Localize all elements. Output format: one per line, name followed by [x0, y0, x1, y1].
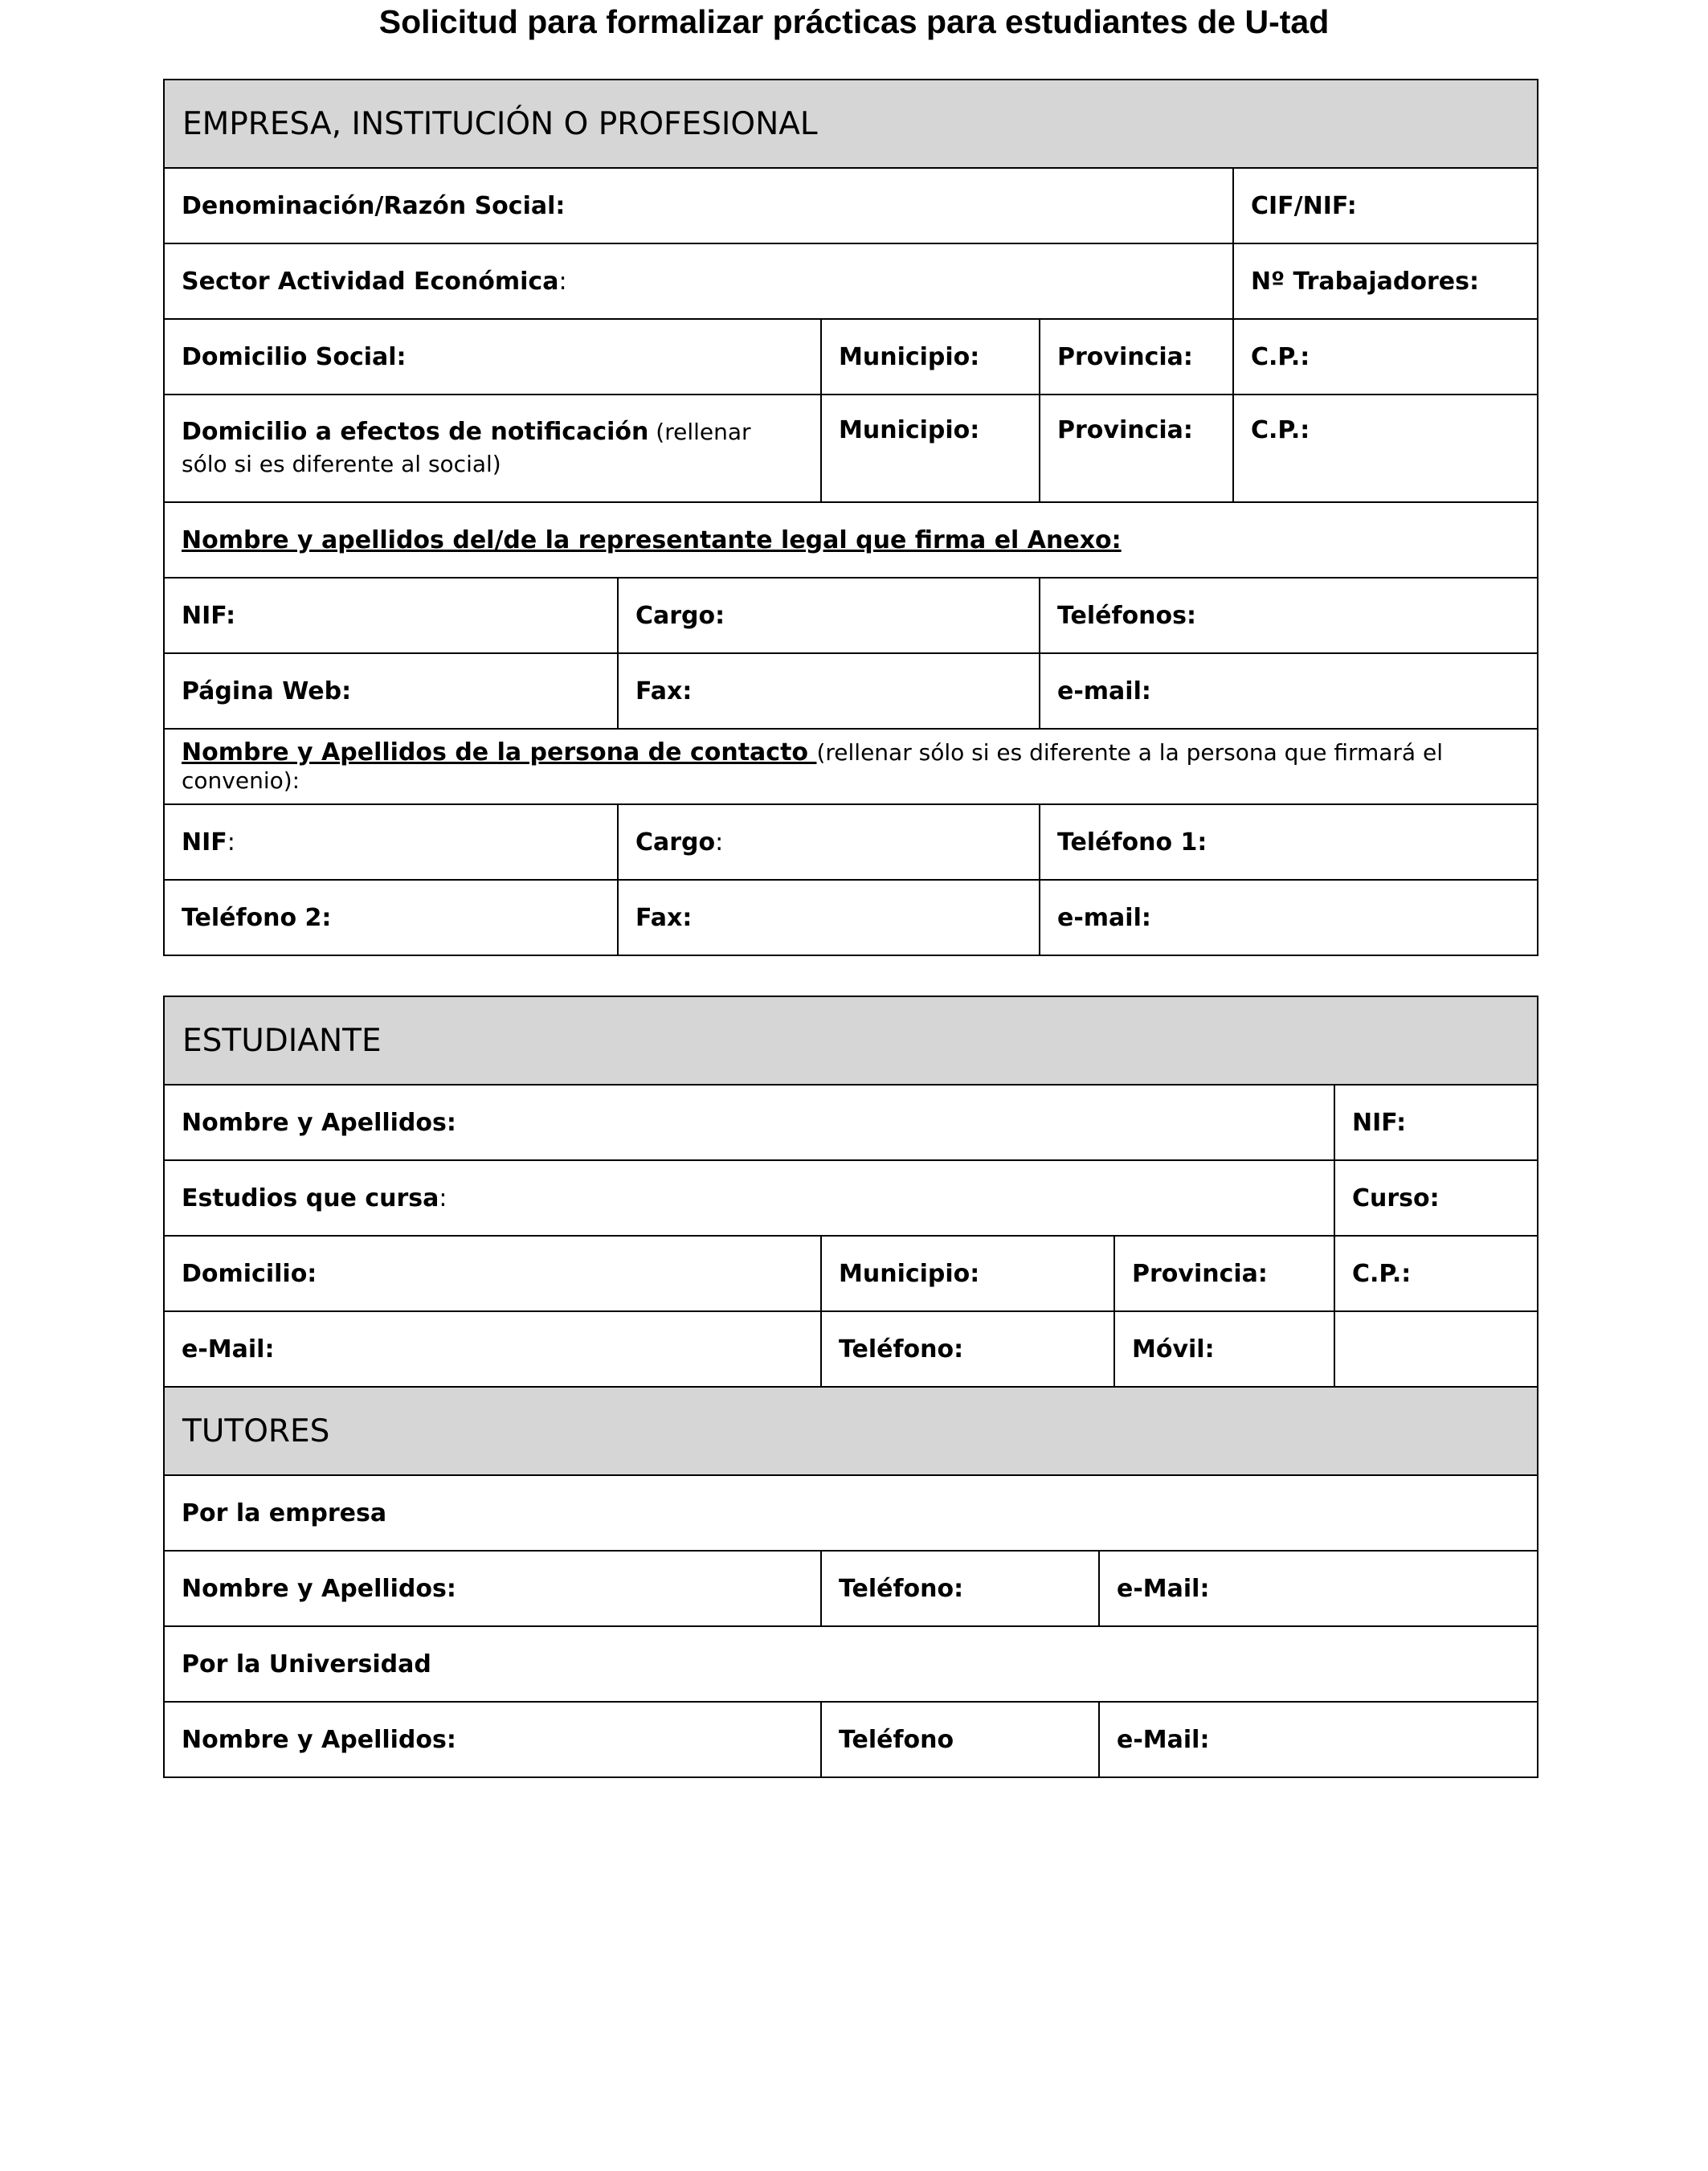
curso-label: Curso:: [1352, 1184, 1440, 1212]
provincia-notif-label: Provincia:: [1057, 416, 1193, 444]
estudiante-nif-label: NIF:: [1352, 1108, 1407, 1137]
tutor-universidad-email-label: e-Mail:: [1117, 1725, 1210, 1754]
domicilio-social-field[interactable]: [164, 319, 821, 395]
tutor-empresa-telefono-label: Teléfono:: [839, 1574, 964, 1603]
section-header-estudiante: ESTUDIANTE: [164, 996, 1538, 1085]
estudiante-provincia-field[interactable]: [1114, 1236, 1334, 1311]
municipio-field[interactable]: [821, 319, 1040, 395]
municipio-label: Municipio:: [839, 342, 980, 371]
tutor-universidad-telefono-label: Teléfono: [839, 1725, 954, 1754]
telefono1-label: Teléfono 1:: [1057, 828, 1207, 857]
tutor-universidad-nombre-field[interactable]: [164, 1702, 821, 1777]
tutor-empresa-row: [164, 1475, 1538, 1551]
municipio-notif-field[interactable]: [821, 395, 1040, 502]
estudios-field[interactable]: [164, 1160, 1334, 1236]
estudiante-empty-field[interactable]: [1334, 1311, 1538, 1387]
representante-label: Nombre y apellidos del/de la representante legal que firma el Anexo:: [182, 525, 1122, 554]
section-header-tutores: TUTORES: [164, 1387, 1538, 1475]
tutor-universidad-row: [164, 1626, 1538, 1702]
estudiante-provincia-label: Provincia:: [1132, 1259, 1268, 1288]
section-header-empresa: EMPRESA, INSTITUCIÓN O PROFESIONAL: [164, 80, 1538, 168]
telefonos-label: Teléfonos:: [1057, 601, 1196, 630]
domicilio-notificacion-note: (rellenar sólo si es diferente al social): [182, 419, 751, 477]
representante-field[interactable]: [164, 502, 1538, 578]
tutor-universidad-label: Por la Universidad: [182, 1650, 431, 1678]
trabajadores-field[interactable]: [1233, 243, 1538, 319]
estudiante-nombre-field[interactable]: [164, 1085, 1334, 1160]
email-field[interactable]: [1040, 653, 1538, 729]
cp-notif-label: C.P.:: [1251, 416, 1310, 444]
empresa-table: [163, 79, 1538, 956]
contacto-email-label: e-mail:: [1057, 903, 1151, 932]
contacto-nif-field[interactable]: [164, 804, 618, 880]
web-label: Página Web:: [182, 677, 352, 705]
estudiante-email-field[interactable]: [164, 1311, 821, 1387]
contacto-nif-colon: :: [227, 828, 235, 857]
estudiante-email-label: e-Mail:: [182, 1335, 275, 1364]
tutor-universidad-nombre-label: Nombre y Apellidos:: [182, 1725, 456, 1754]
tutor-empresa-telefono-field[interactable]: [821, 1551, 1099, 1626]
provincia-label: Provincia:: [1057, 342, 1193, 371]
estudiante-domicilio-label: Domicilio:: [182, 1259, 317, 1288]
estudiante-cp-label: C.P.:: [1352, 1259, 1412, 1288]
curso-field[interactable]: [1334, 1160, 1538, 1236]
estudiante-telefono-field[interactable]: [821, 1311, 1114, 1387]
fax-label: Fax:: [635, 677, 693, 705]
telefono1-field[interactable]: [1040, 804, 1538, 880]
cargo-field[interactable]: [618, 578, 1040, 653]
estudiante-nif-field[interactable]: [1334, 1085, 1538, 1160]
contacto-cargo-label: Cargo: [635, 828, 716, 857]
tutor-empresa-nombre-label: Nombre y Apellidos:: [182, 1574, 456, 1603]
tutor-empresa-email-label: e-Mail:: [1117, 1574, 1210, 1603]
estudiante-movil-label: Móvil:: [1132, 1335, 1215, 1364]
estudiante-movil-field[interactable]: [1114, 1311, 1334, 1387]
contacto-cargo-field[interactable]: [618, 804, 1040, 880]
tutor-empresa-nombre-field[interactable]: [164, 1551, 821, 1626]
sector-colon: :: [558, 267, 567, 296]
cargo-label: Cargo:: [635, 601, 725, 630]
estudiante-cp-field[interactable]: [1334, 1236, 1538, 1311]
contacto-fax-label: Fax:: [635, 903, 693, 932]
domicilio-notificacion-label: Domicilio a efectos de notificación: [182, 418, 649, 446]
provincia-notif-field[interactable]: [1040, 395, 1233, 502]
estudios-colon: :: [439, 1184, 447, 1212]
contacto-cargo-colon: :: [715, 828, 724, 857]
trabajadores-label: Nº Trabajadores:: [1251, 267, 1480, 296]
telefonos-field[interactable]: [1040, 578, 1538, 653]
web-field[interactable]: [164, 653, 618, 729]
sector-label: Sector Actividad Económica: [182, 267, 559, 296]
municipio-notif-label: Municipio:: [839, 416, 980, 444]
tutor-universidad-telefono-field[interactable]: [821, 1702, 1099, 1777]
estudiante-telefono-label: Teléfono:: [839, 1335, 964, 1364]
tutor-empresa-label: Por la empresa: [182, 1498, 387, 1527]
estudiante-table: [163, 996, 1538, 1778]
nif-field[interactable]: [164, 578, 618, 653]
cif-label: CIF/NIF:: [1251, 191, 1357, 220]
denominacion-label: Denominación/Razón Social:: [182, 191, 566, 220]
contacto-note: (rellenar sólo si es diferente a la persona que firmará el convenio):: [182, 739, 1443, 794]
telefono2-label: Teléfono 2:: [182, 903, 332, 932]
domicilio-notificacion-field[interactable]: [164, 395, 821, 502]
domicilio-social-label: Domicilio Social:: [182, 342, 407, 371]
telefono2-field[interactable]: [164, 880, 618, 955]
contacto-label: Nombre y Apellidos de la persona de contacto: [182, 738, 817, 767]
tutor-universidad-email-field[interactable]: [1099, 1702, 1538, 1777]
contacto-fax-field[interactable]: [618, 880, 1040, 955]
estudiante-nombre-label: Nombre y Apellidos:: [182, 1108, 456, 1137]
fax-field[interactable]: [618, 653, 1040, 729]
estudiante-municipio-label: Municipio:: [839, 1259, 980, 1288]
email-label: e-mail:: [1057, 677, 1151, 705]
estudios-label: Estudios que cursa: [182, 1184, 439, 1212]
estudiante-municipio-field[interactable]: [821, 1236, 1114, 1311]
contacto-field[interactable]: [164, 729, 1538, 804]
estudiante-domicilio-field[interactable]: [164, 1236, 821, 1311]
sector-field[interactable]: [164, 243, 1233, 319]
cp-label: C.P.:: [1251, 342, 1310, 371]
tutor-empresa-email-field[interactable]: [1099, 1551, 1538, 1626]
page-title: Solicitud para formalizar prácticas para estudiantes de U-tad: [378, 3, 1330, 40]
contacto-email-field[interactable]: [1040, 880, 1538, 955]
cp-notif-field[interactable]: [1233, 395, 1538, 502]
cp-field[interactable]: [1233, 319, 1538, 395]
contacto-nif-label: NIF: [182, 828, 227, 857]
nif-label: NIF:: [182, 601, 236, 630]
provincia-field[interactable]: [1040, 319, 1233, 395]
cif-field[interactable]: [1233, 168, 1538, 243]
denominacion-field[interactable]: [164, 168, 1233, 243]
